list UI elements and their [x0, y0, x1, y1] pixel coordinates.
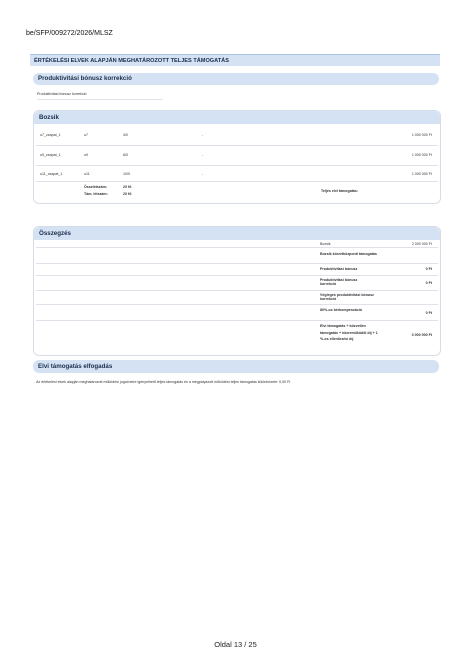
- acceptance-text: Az értékelési elvek alapján meghatározott működési jogcímeire igényelhető teljes támogatás és a megpályázott működési teljes támogatás különbözete: 0,00 Ft: [36, 380, 291, 384]
- bozsik-section: [33, 110, 441, 204]
- row-divider: [36, 263, 438, 264]
- team-ratio: 4/0: [123, 133, 128, 137]
- main-section-title: ÉRTÉKELÉSI ELVEK ALAPJÁN MEGHATÁROZOTT TELJES TÁMOGATÁS: [30, 54, 440, 66]
- team-amount: 1 000 000 Ft: [411, 172, 432, 176]
- summary-value: 3 000 000 Ft: [411, 333, 432, 337]
- team-ratio: 10/0: [123, 172, 130, 176]
- total-headcount-label: Összlétszám:: [84, 185, 107, 189]
- row-divider: [36, 145, 438, 146]
- summary-value: 2 000 000 Ft: [411, 242, 432, 246]
- summary-label: Végleges produktivitási bónusz korrekció: [320, 293, 374, 301]
- productivity-field-underline: [37, 99, 163, 100]
- supported-headcount-label: Tám. létszám:: [84, 192, 108, 196]
- row-divider: [36, 320, 438, 321]
- acceptance-section-title: Elvi támogatás elfogadás: [33, 360, 439, 373]
- row-divider: [36, 181, 438, 182]
- summary-label: Elvi támogatás + közvetlen támogatás + közreműködői díj + 1 %-os ellenőrzési díj: [320, 324, 378, 341]
- productivity-section: [33, 73, 439, 103]
- summary-label: Bozsik: [320, 242, 331, 246]
- bozsik-section-title: Bozsik: [34, 111, 440, 124]
- row-divider: [36, 304, 438, 305]
- row-divider: [36, 247, 438, 248]
- row-divider: [36, 275, 438, 276]
- productivity-section-title: Produktivitási bónusz korrekció: [33, 73, 439, 85]
- team-category: u9: [84, 153, 88, 157]
- summary-label: Produktivitási bónusz korrekció: [320, 278, 358, 286]
- team-ratio: 6/0: [123, 153, 128, 157]
- team-amount: 1 000 000 Ft: [411, 133, 432, 137]
- summary-value: 0 Ft: [425, 281, 432, 285]
- summary-value: 0 Ft: [425, 267, 432, 271]
- team-name: u7_csapat_1: [40, 133, 61, 137]
- summary-label: 80%-os bérkompenzáció: [320, 308, 362, 312]
- team-category: u7: [84, 133, 88, 137]
- total-support-label: Teljes elvi támogatás:: [321, 189, 359, 193]
- productivity-field-label: Produktivitási bónusz korrekció: [37, 92, 87, 96]
- team-dash: -: [202, 172, 204, 176]
- team-dash: -: [202, 153, 204, 157]
- team-category: u11: [84, 172, 90, 176]
- row-divider: [36, 165, 438, 166]
- summary-section: [33, 226, 441, 356]
- acceptance-section: [33, 360, 439, 390]
- summary-label: Bozsik körzetközponti támogatás: [320, 252, 377, 256]
- team-dash: -: [202, 133, 204, 137]
- team-amount: 1 000 000 Ft: [411, 153, 432, 157]
- summary-value: 0 Ft: [425, 311, 432, 315]
- row-divider: [36, 290, 438, 291]
- page-number: Oldal 13 / 25: [214, 640, 257, 649]
- team-name: u11_csapat_1: [40, 172, 63, 176]
- total-headcount-value: 20 fő: [123, 185, 132, 189]
- supported-headcount-value: 20 fő: [123, 192, 132, 196]
- summary-section-title: Összegzés: [34, 227, 440, 240]
- document-id: be/SFP/009272/2026/MLSZ: [26, 30, 113, 37]
- team-name: u9_csapat_1: [40, 153, 61, 157]
- summary-label: Produktivitási bónusz: [320, 267, 358, 271]
